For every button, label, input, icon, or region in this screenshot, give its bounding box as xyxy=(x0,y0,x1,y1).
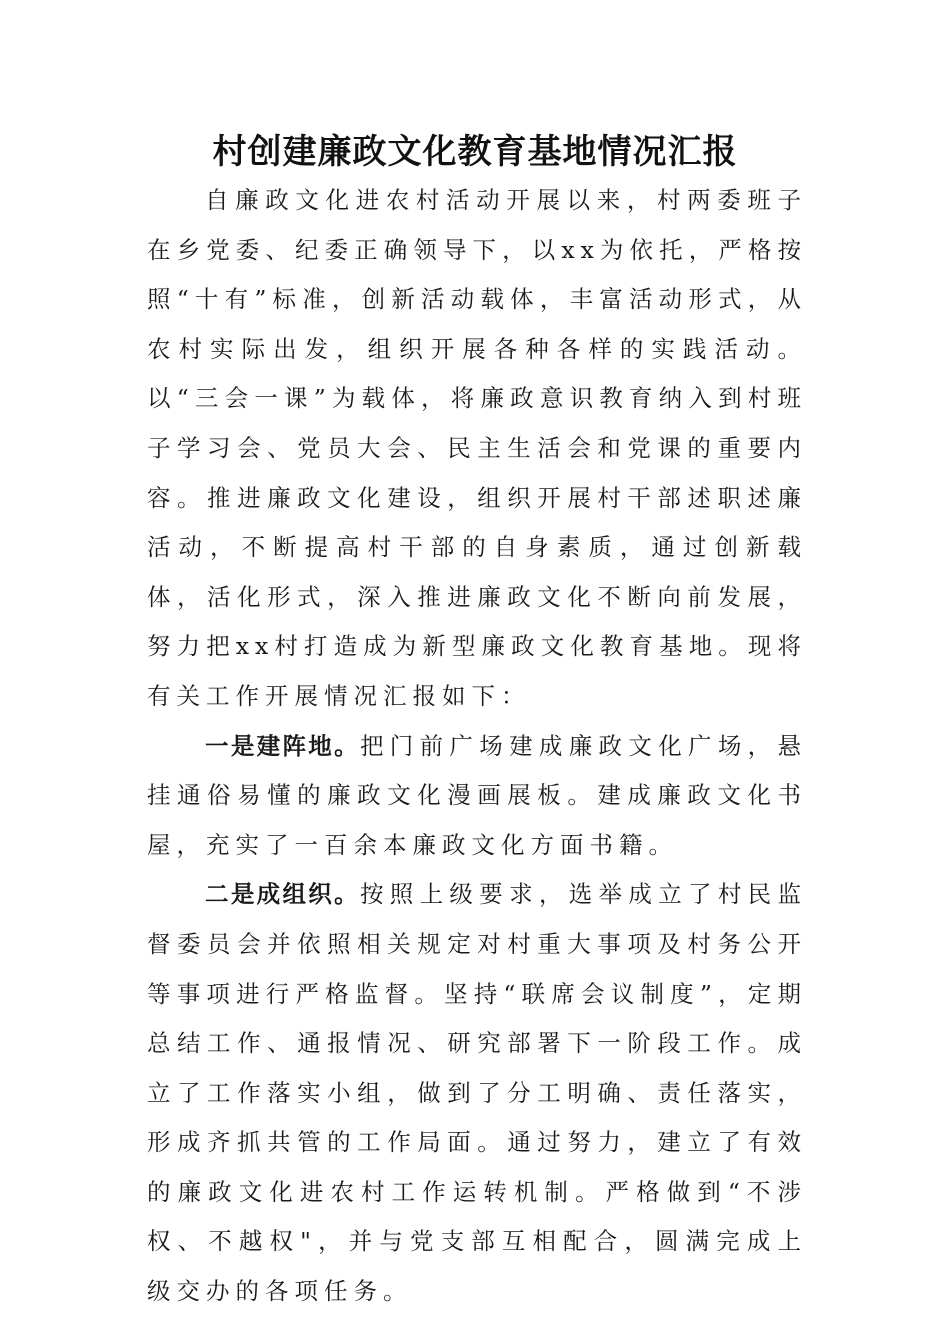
section-text-2: 按照上级要求，选举成立了村民监督委员会并依照相关规定对村重大事项及村务公开等事项进行严格监督。坚持“联席会议制度”，定期总结工作、通报情况、研究部署下一阶段工作。成立了工作落实小组，做到了分工明确、责任落实，形成齐抓共管的工作局面。通过努力，建立了有效的廉政文化进农村工作运转机制。严格做到“不涉权、不越权"，并与党支部互相配合，圆满完成上级交办的各项任务。 xyxy=(147,880,808,1306)
section-text-1: 把门前广场建成廉政文化广场，悬挂通俗易懂的廉政文化漫画展板。建成廉政文化书屋，充实了一百余本廉政文化方面书籍。 xyxy=(147,731,808,859)
intro-paragraph: 自廉政文化进农村活动开展以来，村两委班子在乡党委、纪委正确领导下，以xx为依托，严格按照“十有”标准，创新活动载体，丰富活动形式，从农村实际出发，组织开展各种各样的实践活动。以“三会一课”为载体，将廉政意识教育纳入到村班子学习会、党员大会、民主生活会和党课的重要内容。推进廉政文化建设，组织开展村干部述职述廉活动，不断提高村干部的自身素质，通过创新载体，活化形式，深入推进廉政文化不断向前发展，努力把xx村打造成为新型廉政文化教育基地。现将有关工作开展情况汇报如下： xyxy=(147,186,807,710)
document-title: 村创建廉政文化教育基地情况汇报 xyxy=(212,132,738,172)
document-body xyxy=(147,176,807,1317)
section-paragraph-1 xyxy=(147,722,807,871)
section-heading-1: 一是建阵地。 xyxy=(205,731,360,760)
section-heading-2: 二是成组织。 xyxy=(205,880,360,909)
section-paragraph-2 xyxy=(147,870,807,1316)
